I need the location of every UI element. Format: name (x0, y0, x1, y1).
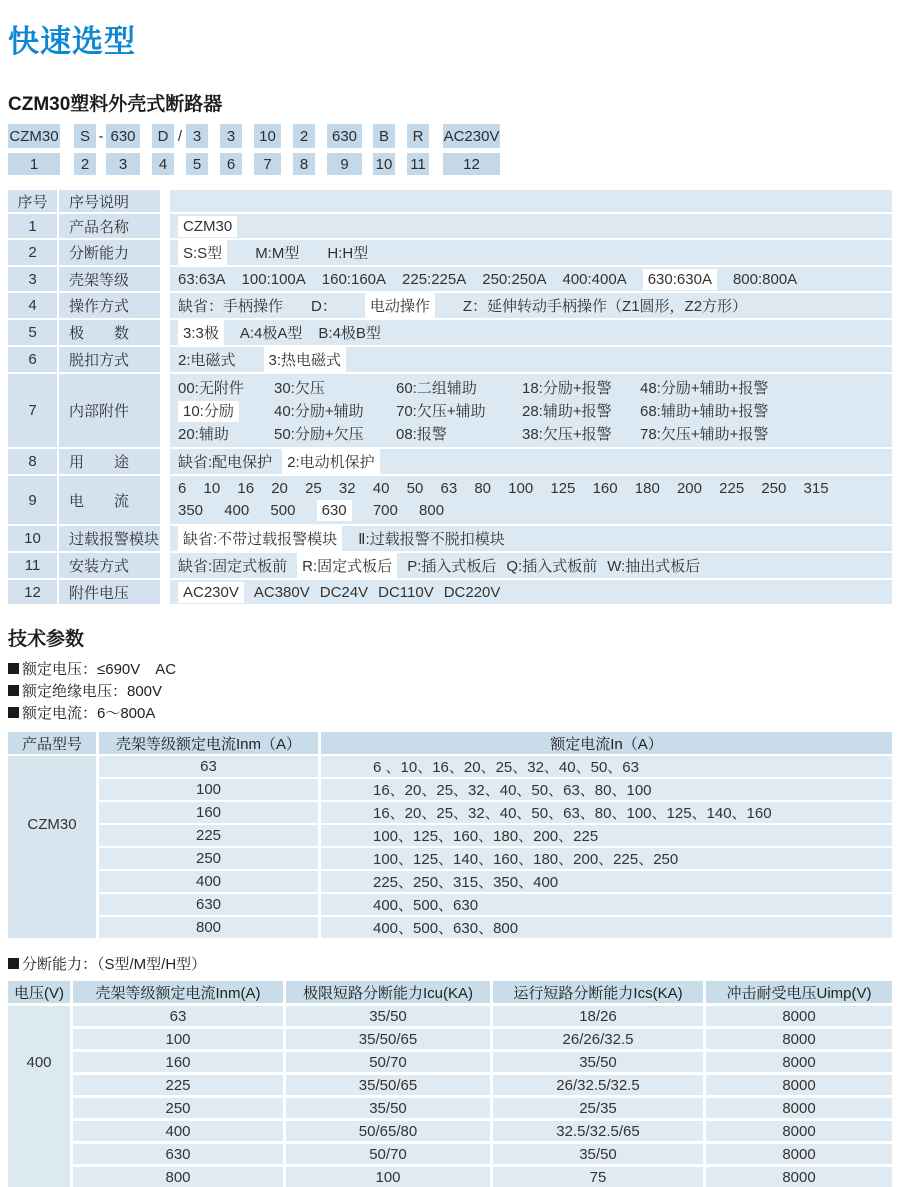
breaking-capacity-text: 分断能力：（S型/M型/H型） (22, 955, 207, 973)
option: R:固定式板后 (297, 553, 397, 578)
row-label: 安装方式 (59, 553, 160, 578)
model-code-box: 630 (327, 124, 362, 148)
row-values (170, 267, 892, 291)
table-row: 800 100 75 8000 (73, 1167, 892, 1187)
table-row: 250 35/50 25/35 8000 (73, 1098, 892, 1118)
table-row: 160 50/70 35/50 8000 (73, 1052, 892, 1072)
model-code-number-row (8, 153, 892, 175)
option: 00:无附件 (178, 380, 244, 397)
model-cell: CZM30 (8, 756, 96, 938)
option: 3:3极 (178, 320, 224, 345)
row-values (170, 526, 892, 551)
table-row (8, 214, 892, 238)
col-header-uimp: 冲击耐受电压Uimp(V) (706, 981, 892, 1003)
row-no: 7 (8, 374, 57, 447)
product-heading: CZM30塑料外壳式断路器 (8, 94, 223, 115)
option: 160:160A (321, 270, 387, 288)
row-values (170, 347, 892, 372)
option: 40:分励+辅助 (274, 403, 364, 420)
page-title: 快速选型 (8, 24, 136, 59)
option: 50:分励+欠压 (274, 426, 364, 443)
table-body (8, 756, 892, 938)
model-code-number: 12 (443, 153, 500, 175)
model-code-box: 630 (106, 124, 140, 148)
row-label: 产品名称 (59, 214, 160, 238)
option: 28:辅助+报警 (522, 403, 612, 420)
model-code-box: R (407, 124, 429, 148)
model-code-separator: - (96, 124, 106, 148)
table-row (8, 374, 892, 447)
col-header-values (170, 190, 892, 212)
table-row (8, 240, 892, 265)
row-no: 9 (8, 476, 57, 524)
row-no: 10 (8, 526, 57, 551)
col-header-desc: 序号说明 (59, 190, 160, 212)
option: 48:分励+辅助+报警 (640, 380, 769, 397)
option: 缺省:固定式板前 (178, 558, 288, 575)
tech-bullet-text: 额定电压：≤690V AC (22, 660, 177, 678)
col-header-in: 额定电流In（A） (321, 732, 892, 754)
table-row (8, 320, 892, 345)
tech-bullet-text: 额定电流：6～800A (22, 704, 156, 722)
table-row: 160 16、20、25、32、40、50、63、80、100、125、140、160 (99, 802, 892, 823)
row-label: 极 数 (59, 320, 160, 345)
option: 800:800A (732, 270, 798, 288)
option: H:H型 (327, 245, 369, 262)
option: 78:欠压+辅助+报警 (640, 426, 769, 443)
voltage-cell: 400 (8, 1006, 70, 1187)
model-code-number: 5 (186, 153, 208, 175)
model-code-number: 7 (254, 153, 281, 175)
option: 500 (270, 502, 296, 519)
option: 30:欠压 (274, 380, 325, 397)
tech-bullet-text: 额定绝缘电压：800V (22, 682, 163, 700)
row-no: 8 (8, 449, 57, 474)
model-code-number: 6 (220, 153, 242, 175)
option: B:4极B型 (318, 325, 381, 342)
option: 400:400A (562, 270, 627, 288)
breaking-capacity-label (8, 952, 892, 974)
table-row: 100 16、20、25、32、40、50、63、80、100 (99, 779, 892, 800)
model-code-row (8, 124, 892, 148)
row-label: 电 流 (59, 476, 160, 524)
option: 38:欠压+报警 (522, 426, 612, 443)
row-label: 过载报警模块 (59, 526, 160, 551)
model-code-box: D (152, 124, 174, 148)
table-row: 630 400、500、630 (99, 894, 892, 915)
option: S:S型 (178, 240, 227, 265)
current-values-line2 (178, 500, 892, 522)
row-values (170, 214, 892, 238)
option: 800 (419, 502, 445, 519)
option: 2:电动机保护 (282, 449, 380, 474)
table-row: 225 100、125、160、180、200、225 (99, 825, 892, 846)
row-no: 4 (8, 293, 57, 318)
table-row: 800 400、500、630、800 (99, 917, 892, 938)
option: A:4极A型 (239, 325, 303, 342)
table-row (8, 267, 892, 291)
row-values (170, 553, 892, 578)
model-code-number: 8 (293, 153, 315, 175)
row-no: 6 (8, 347, 57, 372)
bullet-square-icon (8, 663, 19, 674)
row-no: 11 (8, 553, 57, 578)
tech-bullet (8, 701, 892, 723)
option: 缺省:不带过载报警模块 (178, 526, 342, 551)
option: 350 (178, 502, 204, 519)
row-label: 壳架等级 (59, 267, 160, 291)
row-no: 5 (8, 320, 57, 345)
option: 20:辅助 (178, 426, 229, 443)
table-row (8, 449, 892, 474)
option: CZM30 (178, 216, 237, 237)
row-no: 1 (8, 214, 57, 238)
table-row: 630 50/70 35/50 8000 (73, 1144, 892, 1164)
col-header-ics: 运行短路分断能力Ics(KA) (493, 981, 703, 1003)
option: 2:电磁式 (178, 352, 236, 369)
row-values (170, 580, 892, 604)
option: 电动操作 (365, 293, 435, 318)
row-no: 3 (8, 267, 57, 291)
table-row: 400 50/65/80 32.5/32.5/65 8000 (73, 1121, 892, 1141)
option: W:抽出式板后 (607, 558, 701, 575)
model-code-number: 4 (152, 153, 174, 175)
option: DC24V (319, 583, 369, 601)
table-row: 63 35/50 18/26 8000 (73, 1006, 892, 1026)
table-row: 225 35/50/65 26/32.5/32.5 8000 (73, 1075, 892, 1095)
model-code-box: AC230V (443, 124, 500, 148)
row-label: 分断能力 (59, 240, 160, 265)
option: D： (311, 298, 337, 315)
row-values (170, 320, 892, 345)
table-row: 250 100、125、140、160、180、200、225、250 (99, 848, 892, 869)
row-label: 操作方式 (59, 293, 160, 318)
table-row: 63 6 、10、16、20、25、32、40、50、63 (99, 756, 892, 777)
model-code-box: 3 (220, 124, 242, 148)
option: 68:辅助+辅助+报警 (640, 403, 769, 420)
tech-bullet (8, 657, 892, 679)
model-code-box: S (74, 124, 96, 148)
option: DC110V (378, 583, 434, 601)
model-code-box: B (373, 124, 395, 148)
option: 18:分励+报警 (522, 380, 612, 397)
model-code-box: 2 (293, 124, 315, 148)
option: Z：延伸转动手柄操作（Z1圆形，Z2方形） (462, 298, 748, 315)
model-code-number: 10 (373, 153, 395, 175)
table-row (8, 526, 892, 551)
option: 60:二组辅助 (396, 380, 477, 397)
option: 3:热电磁式 (264, 347, 347, 372)
selection-table (8, 190, 892, 604)
row-no: 2 (8, 240, 57, 265)
table-header-row (8, 981, 892, 1003)
row-label: 附件电压 (59, 580, 160, 604)
model-code-separator: / (174, 124, 186, 148)
col-header-icu: 极限短路分断能力Icu(KA) (286, 981, 490, 1003)
col-header-voltage: 电压(V) (8, 981, 70, 1003)
row-label: 用 途 (59, 449, 160, 474)
option: AC230V (178, 582, 244, 603)
model-code-number: 2 (74, 153, 96, 175)
row-values (170, 476, 892, 524)
option: 10:分励 (178, 401, 239, 422)
col-header-inm: 壳架等级额定电流Inm(A) (73, 981, 283, 1003)
table-row (8, 293, 892, 318)
model-code-number: 11 (407, 153, 429, 175)
row-values (170, 240, 892, 265)
row-values (170, 293, 892, 318)
model-code-box: CZM30 (8, 124, 60, 148)
bullet-square-icon (8, 958, 19, 969)
option: 08:报警 (396, 426, 447, 443)
option: 70:欠压+辅助 (396, 403, 486, 420)
bullet-square-icon (8, 685, 19, 696)
row-values (170, 449, 892, 474)
current-values-line1: 6 10 16 20 25 32 40 50 63 80 100 125 160 180 200 225 250 315 (178, 480, 829, 497)
rated-current-table (8, 732, 892, 938)
model-code-number: 1 (8, 153, 60, 175)
tech-params-heading: 技术参数 (8, 629, 85, 650)
option: 缺省:配电保护 (178, 454, 273, 471)
table-row (8, 476, 892, 524)
option: M:M型 (255, 245, 300, 262)
table-row (8, 553, 892, 578)
option: 100:100A (241, 270, 306, 288)
table-row: 400 225、250、315、350、400 (99, 871, 892, 892)
table-header-row (8, 732, 892, 754)
model-code-box: 10 (254, 124, 281, 148)
option: 400 (224, 502, 250, 519)
model-code-box: 3 (186, 124, 208, 148)
tech-bullet (8, 679, 892, 701)
option: 630 (317, 500, 352, 521)
table-body (8, 1006, 892, 1187)
col-header-model: 产品型号 (8, 732, 96, 754)
bullet-square-icon (8, 707, 19, 718)
col-header-no: 序号 (8, 190, 57, 212)
row-values (170, 374, 892, 447)
model-code-number: 3 (106, 153, 140, 175)
model-code-number: 9 (327, 153, 362, 175)
table-row: 100 35/50/65 26/26/32.5 8000 (73, 1029, 892, 1049)
option: Q:插入式板前 (506, 558, 598, 575)
option: 63:63A (178, 270, 226, 288)
row-label: 脱扣方式 (59, 347, 160, 372)
option: P:插入式板后 (407, 558, 497, 575)
table-row (8, 347, 892, 372)
option: 700 (372, 502, 398, 519)
option: Ⅱ:过载报警不脱扣模块 (358, 531, 505, 548)
table-header-row (8, 190, 892, 212)
option: 225:225A (402, 270, 467, 288)
row-label: 内部附件 (59, 374, 160, 447)
option: 缺省：手柄操作 (178, 298, 284, 315)
breaking-capacity-table (8, 981, 892, 1187)
col-header-inm: 壳架等级额定电流Inm（A） (99, 732, 318, 754)
option: 250:250A (482, 270, 547, 288)
option: AC380V (253, 583, 310, 601)
table-row (8, 580, 892, 604)
option: DC220V (443, 583, 501, 601)
row-no: 12 (8, 580, 57, 604)
option: 630:630A (643, 269, 717, 290)
